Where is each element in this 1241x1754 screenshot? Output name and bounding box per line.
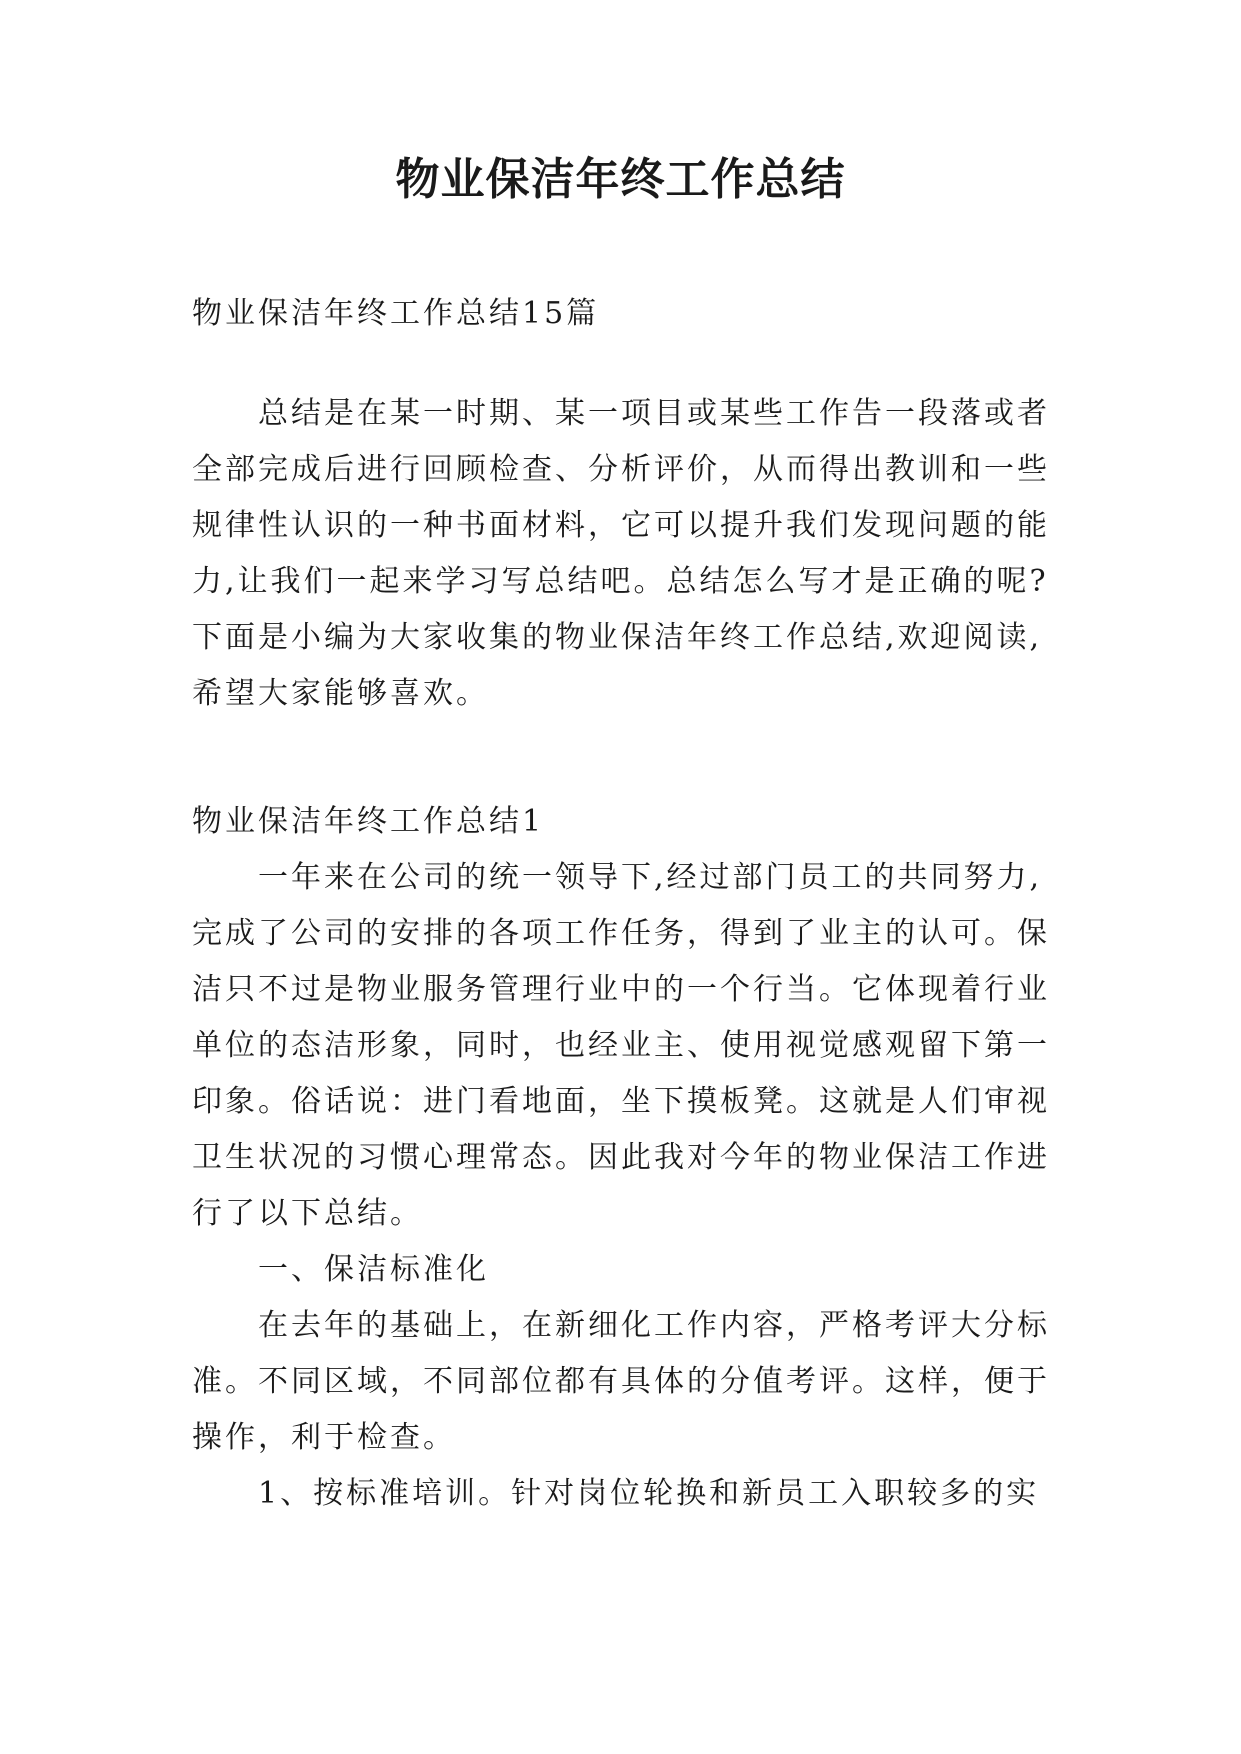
spacer [192, 342, 1048, 386]
body-line: 行了以下总结。 [192, 1196, 423, 1231]
intro-line: 下面是小编为大家收集的物业保洁年终工作总结,欢迎阅读, [192, 620, 1043, 655]
body-line: 完成了公司的安排的各项工作任务，得到了业主的认可。保 [192, 916, 1050, 951]
intro-line: 规律性认识的一种书面材料，它可以提升我们发现问题的能 [192, 508, 1050, 543]
intro-line: 总结是在某一时期、某一项目或某些工作告一段落或者 [258, 396, 1050, 431]
intro-line: 希望大家能够喜欢。 [192, 676, 489, 711]
body-line: 一年来在公司的统一领导下,经过部门员工的共同努力, [258, 860, 1043, 895]
paragraph-line: 在去年的基础上，在新细化工作内容，严格考评大分标 [258, 1308, 1050, 1343]
body-line: 卫生状况的习惯心理常态。因此我对今年的物业保洁工作进 [192, 1140, 1050, 1175]
intro-line: 力,让我们一起来学习写总结吧。总结怎么写才是正确的呢? [192, 564, 1049, 599]
body-line: 单位的态洁形象，同时，也经业主、使用视觉感观留下第一 [192, 1028, 1050, 1063]
intro-line: 全部完成后进行回顾检查、分析评价，从而得出教训和一些 [192, 452, 1050, 487]
section-heading: 一、保洁标准化 [258, 1252, 489, 1287]
standard-paragraph [192, 1298, 1048, 1466]
intro-paragraph [192, 386, 1048, 722]
paragraph-line: 操作，利于检查。 [192, 1420, 456, 1455]
body-paragraph [192, 850, 1048, 1242]
body-line: 洁只不过是物业服务管理行业中的一个行当。它体现着行业 [192, 972, 1050, 1007]
spacer [192, 722, 1048, 794]
list-item: 1、按标准培训。针对岗位轮换和新员工入职较多的实 [258, 1476, 1040, 1511]
document-title: 物业保洁年终工作总结 [395, 154, 846, 205]
body-line: 印象。俗话说：进门看地面，坐下摸板凳。这就是人们审视 [192, 1084, 1050, 1119]
paragraph-line: 准。不同区域，不同部位都有具体的分值考评。这样，便于 [192, 1364, 1050, 1399]
section-title: 物业保洁年终工作总结1 [192, 804, 545, 839]
document-body [192, 286, 1048, 1522]
document-subtitle: 物业保洁年终工作总结15篇 [192, 296, 600, 331]
